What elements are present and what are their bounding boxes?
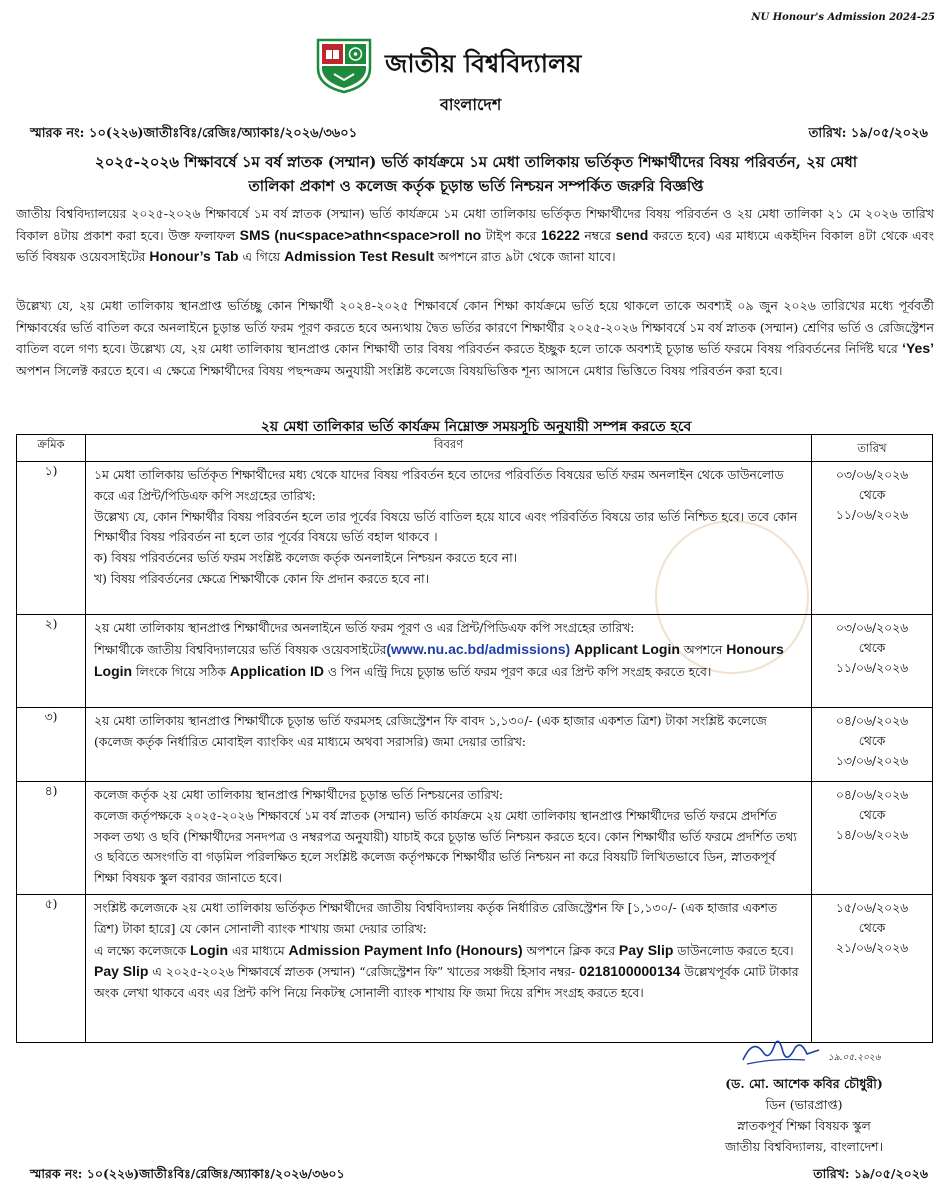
table-row xyxy=(17,895,933,1043)
row-details: ২য় মেধা তালিকায় স্থানপ্রাপ্ত শিক্ষার্থীকে চূড়ান্ত ভর্তি ফরমসহ রেজিস্ট্রেশন ফি বাবদ ১,১৩০/- (এক হাজার একশত ত্রিশ) টাকা সংশ্লিষ্ট কলেজে (কলেজ কর্তৃক নির্ধারিত মোবাইল ব্যাংকিং এর মাধ্যমে অথবা সরাসরি) জমা দেয়ার তারিখ: xyxy=(86,708,812,782)
row-date xyxy=(812,782,933,895)
notice-title-line-1: ২০২৫-২০২৬ শিক্ষাবর্ষে ১ম বর্ষ স্নাতক (সম্মান) ভর্তি কার্যক্রমে ১ম মেধা তালিকায় ভর্তিকৃত শিক্ষার্থীদের বিষয় পরিবর্তন, ২য় মেধা xyxy=(94,153,858,171)
sms-number: 16222 xyxy=(540,226,580,243)
date-mid: থেকে xyxy=(858,734,886,748)
row-details xyxy=(86,615,812,708)
date-to: ১৩/০৬/২০২৬ xyxy=(835,754,909,768)
memo-date: তারিখ: ১৯/০৫/২০২৬ xyxy=(808,126,928,141)
schedule-table xyxy=(16,434,933,1043)
honours-tab: Honour’s Tab xyxy=(149,248,239,265)
row-text: ও পিন এন্ট্রি দিয়ে চূড়ান্ত ভর্তি ফরম পূরণ করে এর প্রিন্ট কপি সংগ্রহ করতে হবে। xyxy=(323,664,712,679)
signatory-org: জাতীয় বিশ্ববিদ্যালয়, বাংলাদেশ। xyxy=(724,1139,884,1154)
row-details xyxy=(86,782,812,895)
pay-slip: Pay Slip xyxy=(94,963,149,980)
row-date xyxy=(812,615,933,708)
intro-text: জাতীয় বিশ্ববিদ্যালয়ের ২০২৫-২০২৬ শিক্ষাবর্ষে ১ম বর্ষ স্নাতক (সম্মান) ভর্তি কার্যক্রমে ১ম মেধা তালিকায় ভর্তিকৃত শিক্ষার্থীদের বিষয় পরিবর্তন ও ২য় মেধা তালিকা ২১ মে ২০২৬ তারিখ বিকাল ৪টায় প্রকাশ করা হবে। উক্ত ফলাফল xyxy=(16,206,934,243)
memo-number: স্মারক নং: ১০(২২৬)জাতীঃবিঃ/রেজিঃ/অ্যাকাঃ/২০২৬/৩৬০১ xyxy=(30,126,358,141)
row-details xyxy=(86,895,812,1043)
notice-title xyxy=(22,150,930,198)
honours-login: Honours Login xyxy=(94,640,784,679)
row-text: এ লক্ষ্যে কলেজকে xyxy=(94,943,190,958)
row-text: ডাউনলোড করতে হবে। xyxy=(673,943,794,958)
row-serial: ২) xyxy=(17,615,86,708)
row-serial: ৩) xyxy=(17,708,86,782)
applicant-login: Applicant Login xyxy=(574,640,680,657)
note-paragraph xyxy=(16,295,934,381)
row-text: কলেজ কর্তৃক ২য় মেধা তালিকায় স্থানপ্রাপ্ত শিক্ষার্থীদের চূড়ান্ত ভর্তি নিশ্চয়নের তারিখ: xyxy=(94,788,504,802)
row-text xyxy=(94,639,803,683)
row-serial: ৪) xyxy=(17,782,86,895)
account-number: 0218100000134 xyxy=(579,963,681,980)
table-row xyxy=(17,462,933,615)
date-from: ০৪/০৬/২০২৬ xyxy=(835,788,909,802)
row-serial: ৫) xyxy=(17,895,86,1043)
row-date xyxy=(812,895,933,1043)
pay-slip: Pay Slip xyxy=(618,941,674,958)
row-text: ২য় মেধা তালিকায় স্থানপ্রাপ্ত শিক্ষার্থীদের অনলাইনে ভর্তি ফরম পূরণ ও এর প্রিন্ট/পিডিএফ কপি সংগ্রহের তারিখ: xyxy=(94,621,635,635)
row-text: খ) বিষয় পরিবর্তনের ক্ষেত্রে শিক্ষার্থীকে কোন ফি প্রদান করতে হবে না। xyxy=(94,571,429,586)
header-date: তারিখ xyxy=(812,435,933,462)
signatory-dept: স্নাতকপূর্ব শিক্ষা বিষয়ক স্কুল xyxy=(737,1118,871,1133)
footer-memo-date: তারিখ: ১৯/০৫/২০২৬ xyxy=(813,1166,928,1181)
admission-payment-info: Admission Payment Info (Honours) xyxy=(288,941,523,958)
document-tag: NU Honour's Admission 2024-25 xyxy=(751,12,935,23)
row-text: কলেজ কর্তৃপক্ষকে ২০২৫-২০২৬ শিক্ষাবর্ষে ১ম বর্ষ স্নাতক (সম্মান) ভর্তি কার্যক্রমে ২য় মেধা তালিকায় স্থানপ্রাপ্ত শিক্ষার্থীদের ভর্তি ফরমে প্রদর্শিত সকল তথ্য ও ছবি (শিক্ষার্থীদের সনদপত্র ও নম্বরপত্র অনুযায়ী) যাচাই করে চূড়ান্ত ভর্তি নিশ্চয়ন করতে হবে। কোন শিক্ষার্থীর ভর্তি ফরমে প্রদর্শিত তথ্য ও ছবিতে অসংগতি বা গড়মিল পরিলক্ষিত হলে সংশ্লিষ্ট কলেজ কর্তৃপক্ষকে শিক্ষার্থীর ভর্তি নিশ্চয়ন না করে বিষয়টি লিখিতভাবে ডিন, স্নাতকপূর্ব শিক্ষা বিষয়ক স্কুল বরাবর জানাতে হবে। xyxy=(94,808,797,886)
date-to: ১১/০৬/২০২৬ xyxy=(835,661,909,675)
note-text: অপশন সিলেক্ট করতে হবে। এ ক্ষেত্রে শিক্ষার্থীদের বিষয় পছন্দক্রম অনুযায়ী সংশ্লিষ্ট কলেজে বিষয়ভিত্তিক শূন্য আসনে মেধার ভিত্তিতে বিষয় পরিবর্তন করা হবে। xyxy=(16,362,783,378)
date-mid: থেকে xyxy=(858,488,886,502)
login-keyword: Login xyxy=(189,941,229,958)
row-text: ১ম মেধা তালিকায় ভর্তিকৃত শিক্ষার্থীদের মধ্য থেকে যাদের বিষয় পরিবর্তন হবে তাদের পরিবর্তিত বিষয়ের ভর্তি ফরম অনলাইন থেকে ডাউনলোড করে এর প্রিন্ট/পিডিএফ কপি সংগ্রহের তারিখ: xyxy=(94,468,784,503)
signatory-title: ডিন (ভারপ্রাপ্ত) xyxy=(765,1097,843,1112)
intro-text: টাইপ করে xyxy=(481,227,541,243)
header-serial: ক্রমিক xyxy=(17,435,86,462)
note-text: উল্লেখ্য যে, ২য় মেধা তালিকায় স্থানপ্রাপ্ত ভর্তিচ্ছু কোন শিক্ষার্থী ২০২৪-২০২৫ শিক্ষাবর্ষে কোন শিক্ষা কার্যক্রমে ভর্তি হয়ে থাকলে তাকে অবশ্যই ০৯ জুন ২০২৬ তারিখের মধ্যে পূর্ববর্তী শিক্ষাবর্ষের ভর্তি বাতিল করে অনলাইনে চূড়ান্ত ভর্তি ফরম পূরণ করতে হবে অন্যথায় দ্বৈত ভর্তির কারণে শিক্ষার্থীর ২০২৫-২০২৬ শিক্ষাবর্ষে ১ম বর্ষ স্নাতক (সম্মান) শ্রেণির ভর্তি ও রেজিস্ট্রেশন বাতিল বলে গণ্য হবে। উল্লেখ্য যে, ২য় মেধা তালিকায় স্থানপ্রাপ্ত কোন শিক্ষার্থী তার বিষয় পরিবর্তন করতে ইচ্ছুক হলে তাকে অবশ্যই চূড়ান্ত ভর্তি ফরমে বিষয় পরিবর্তনের নির্দিষ্ট ঘরে xyxy=(16,298,934,357)
date-from: ০৩/০৬/২০২৬ xyxy=(835,621,909,635)
schedule-heading: ২য় মেধা তালিকার ভর্তি কার্যক্রম নিম্নোক্ত সময়সূচি অনুযায়ী সম্পন্ন করতে হবে xyxy=(260,419,692,435)
date-mid: থেকে xyxy=(858,641,886,655)
footer-memo-number: স্মারক নং: ১০(২২৬)জাতীঃবিঃ/রেজিঃ/অ্যাকাঃ/২০২৬/৩৬০১ xyxy=(30,1166,345,1181)
sms-send: send xyxy=(615,226,649,243)
signatory-name: (ড. মো. আশেক কবির চৌধুরী) xyxy=(725,1076,883,1091)
admission-test-result: Admission Test Result xyxy=(284,248,435,265)
table-row xyxy=(17,708,933,782)
table-header-row xyxy=(17,435,933,462)
intro-paragraph xyxy=(16,203,934,268)
row-text: এ ২০২৫-২০২৬ শিক্ষাবর্ষে স্নাতক (সম্মান) “রেজিস্ট্রেশন ফি” খাতের সঞ্চয়ী হিসাব নম্বর- xyxy=(148,965,580,980)
row-text: ক) বিষয় পরিবর্তনের ভর্তি ফরম সংশ্লিষ্ট কলেজ কর্তৃক অনলাইনে নিশ্চয়ন করতে হবে না। xyxy=(94,551,518,566)
row-text: লিংকে গিয়ে সঠিক xyxy=(132,664,230,679)
date-from: ০৩/০৬/২০২৬ xyxy=(835,468,909,482)
university-name: জাতীয় বিশ্ববিদ্যালয় xyxy=(385,49,582,78)
date-from: ০৪/০৬/২০২৬ xyxy=(835,714,909,728)
row-text: উল্লেখ্য যে, কোন শিক্ষার্থীর বিষয় পরিবর্তন হলে তার পূর্বের বিষয়ে ভর্তি বাতিল হয়ে যাবে এবং পরিবর্তিত বিষয়ে তার ভর্তি নিশ্চিত হবে। তবে কোন শিক্ষার্থীর বিষয় পরিবর্তন না হলে তার পূর্বের বিষয়ে ভর্তি বহাল থাকবে । xyxy=(94,509,798,545)
date-to: ১১/০৬/২০২৬ xyxy=(835,508,909,522)
row-text: এর মাধ্যমে xyxy=(228,943,289,958)
intro-text: করতে হবে) এর মাধ্যমে একইদিন বিকাল ৪টা থেকে এবং ভর্তি বিষয়ক ওয়েবসাইটের xyxy=(16,227,934,265)
application-id: Application ID xyxy=(229,662,324,679)
date-from: ১৫/০৬/২০২৬ xyxy=(835,901,909,915)
sms-format: SMS (nu<space>athn<space>roll no xyxy=(239,226,482,243)
header-details: বিবরণ xyxy=(86,435,812,462)
intro-text: অপশনে রাত ৯টা থেকে জানা যাবে। xyxy=(434,249,616,265)
admissions-url: (www.nu.ac.bd/admissions) xyxy=(386,640,571,657)
row-text: উল্লেখপূর্বক মোট টাকার অংক লেখা থাকবে এবং এর প্রিন্ট কপি নিয়ে নিকটস্থ সোনালী ব্যাংক শাখায় ফি জমা দিয়ে রশিদ সংগ্রহ করতে হবে। xyxy=(94,965,799,1001)
row-text xyxy=(94,940,803,1004)
row-text: সংশ্লিষ্ট কলেজকে ২য় মেধা তালিকায় ভর্তিকৃত শিক্ষার্থীদের জাতীয় বিশ্ববিদ্যালয় কর্তৃক নির্ধারিত রেজিস্ট্রেশন ফি [১,১৩০/- (এক হাজার একশত ত্রিশ) টাকা হারে] যে কোন সোনালী ব্যাংক শাখায় জমা দেয়ার তারিখ: xyxy=(94,901,777,936)
notice-title-line-2: তালিকা প্রকাশ ও কলেজ কর্তৃক চূড়ান্ত ভর্তি নিশ্চয়ন সম্পর্কিত জরুরি বিজ্ঞপ্তি xyxy=(248,177,704,195)
table-row xyxy=(17,615,933,708)
signature-date: ১৯.০৫.২০২৬ xyxy=(828,1053,881,1063)
date-mid: থেকে xyxy=(858,921,886,935)
row-text: অপশনে xyxy=(679,642,727,657)
row-text: শিক্ষার্থীকে জাতীয় বিশ্ববিদ্যালয়ের ভর্তি বিষয়ক ওয়েবসাইটের xyxy=(94,642,387,657)
row-details xyxy=(86,462,812,615)
row-serial: ১) xyxy=(17,462,86,615)
row-text: অপশনে ক্লিক করে xyxy=(522,943,619,958)
country-name: বাংলাদেশ xyxy=(440,95,502,114)
date-to: ২১/০৬/২০২৬ xyxy=(835,941,909,955)
row-date xyxy=(812,462,933,615)
university-logo-icon xyxy=(312,30,376,94)
signature-icon xyxy=(735,1030,825,1070)
intro-text: এ গিয়ে xyxy=(238,249,285,265)
date-to: ১৪/০৬/২০২৬ xyxy=(835,828,909,842)
yes-option: ‘Yes’ xyxy=(902,340,934,357)
date-mid: থেকে xyxy=(858,808,886,822)
intro-text: নম্বরে xyxy=(579,227,616,243)
table-row xyxy=(17,782,933,895)
row-date xyxy=(812,708,933,782)
